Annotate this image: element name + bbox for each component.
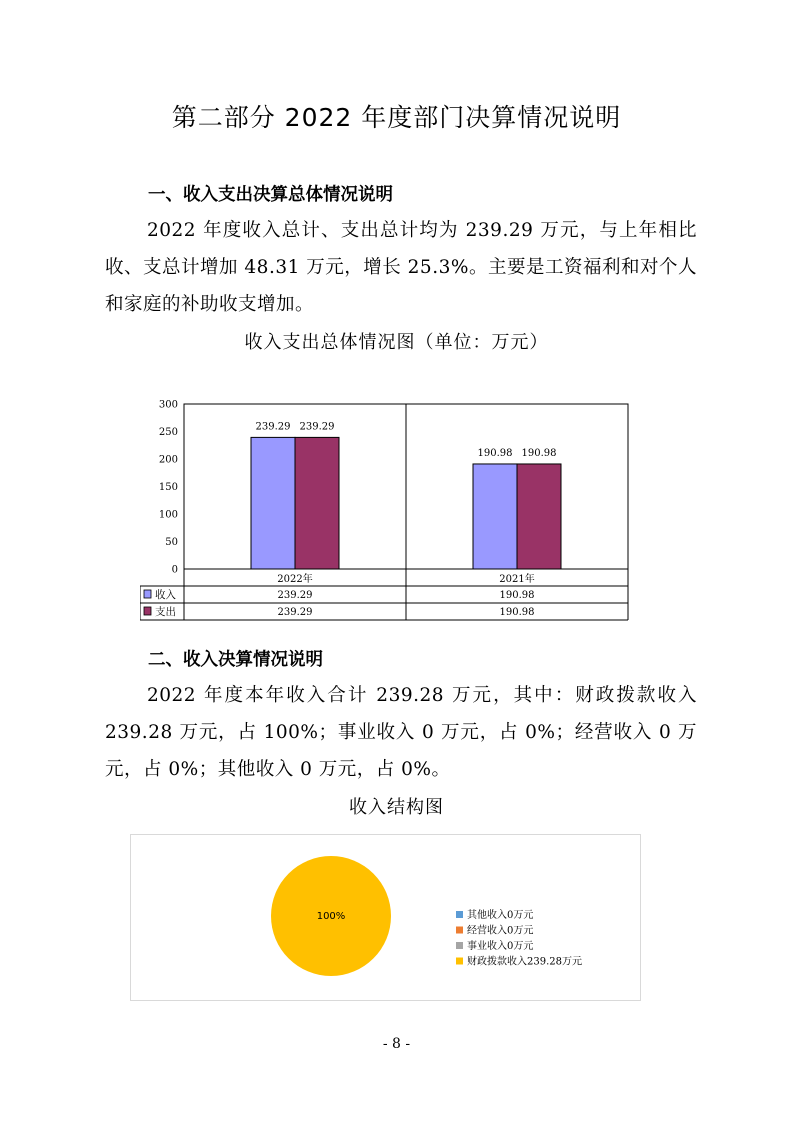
overall-paragraph: 2022 年度收入总计、支出总计均为 239.29 万元，与上年相比收、支总计增加 48.31 万元，增长 25.3%。主要是工资福利和对个人和家庭的补助收支增加。 [105,220,697,315]
y-tick-label: 300 [158,399,178,411]
legend-swatch [144,590,151,598]
page-title: 第二部分 2022 年度部门决算情况说明 [171,103,622,132]
legend-label: 支出 [155,606,176,618]
legend-swatch [456,958,463,965]
legend-swatch [456,927,463,934]
overall-chart-title: 收入支出总体情况图（单位：万元） [244,332,549,353]
section-heading-income: 二、收入决算情况说明 [148,650,323,670]
bar-expense [517,464,561,569]
section-heading-overall: 一、收入支出决算总体情况说明 [148,185,393,205]
legend-label: 经营收入0万元 [467,925,534,937]
y-tick-label: 200 [158,454,178,466]
pie-slice-label: 100% [316,911,346,922]
legend-label: 其他收入0万元 [467,910,534,921]
category-label: 2022年 [277,574,313,585]
table-value: 239.29 [277,607,313,618]
y-tick-label: 0 [171,564,178,576]
table-value: 190.98 [499,590,535,601]
income-chart-title: 收入结构图 [349,797,444,818]
bar-value-label: 190.98 [477,447,513,459]
income-expense-bar-chart [140,396,635,624]
category-label: 2021年 [499,574,535,585]
legend-swatch [144,607,151,615]
bar-value-label: 239.29 [255,421,291,433]
legend-swatch [456,911,463,918]
legend-swatch [456,942,463,949]
income-paragraph: 2022 年度本年收入合计 239.28 万元，其中：财政拨款收入 239.28 万元，占 100%；事业收入 0 万元，占 0%；经营收入 0 万元，占 0%；其他收入 0 万元，占 0%。 [105,685,697,780]
table-value: 239.29 [277,590,313,601]
bar-value-label: 239.29 [299,421,335,433]
income-structure-pie-chart [130,834,642,1002]
bar-income [251,437,295,569]
y-tick-label: 150 [158,482,178,493]
legend-label: 财政拨款收入239.28万元 [467,956,582,968]
bar-expense [295,437,339,569]
y-tick-label: 50 [165,537,178,548]
bar-value-label: 190.98 [521,447,557,459]
table-value: 190.98 [499,607,535,618]
legend-label: 事业收入0万元 [467,941,534,952]
y-tick-label: 100 [158,509,178,521]
page-number: - 8 - [382,1036,411,1052]
legend-label: 收入 [155,589,176,601]
y-tick-label: 250 [158,427,178,438]
bar-income [473,464,517,569]
